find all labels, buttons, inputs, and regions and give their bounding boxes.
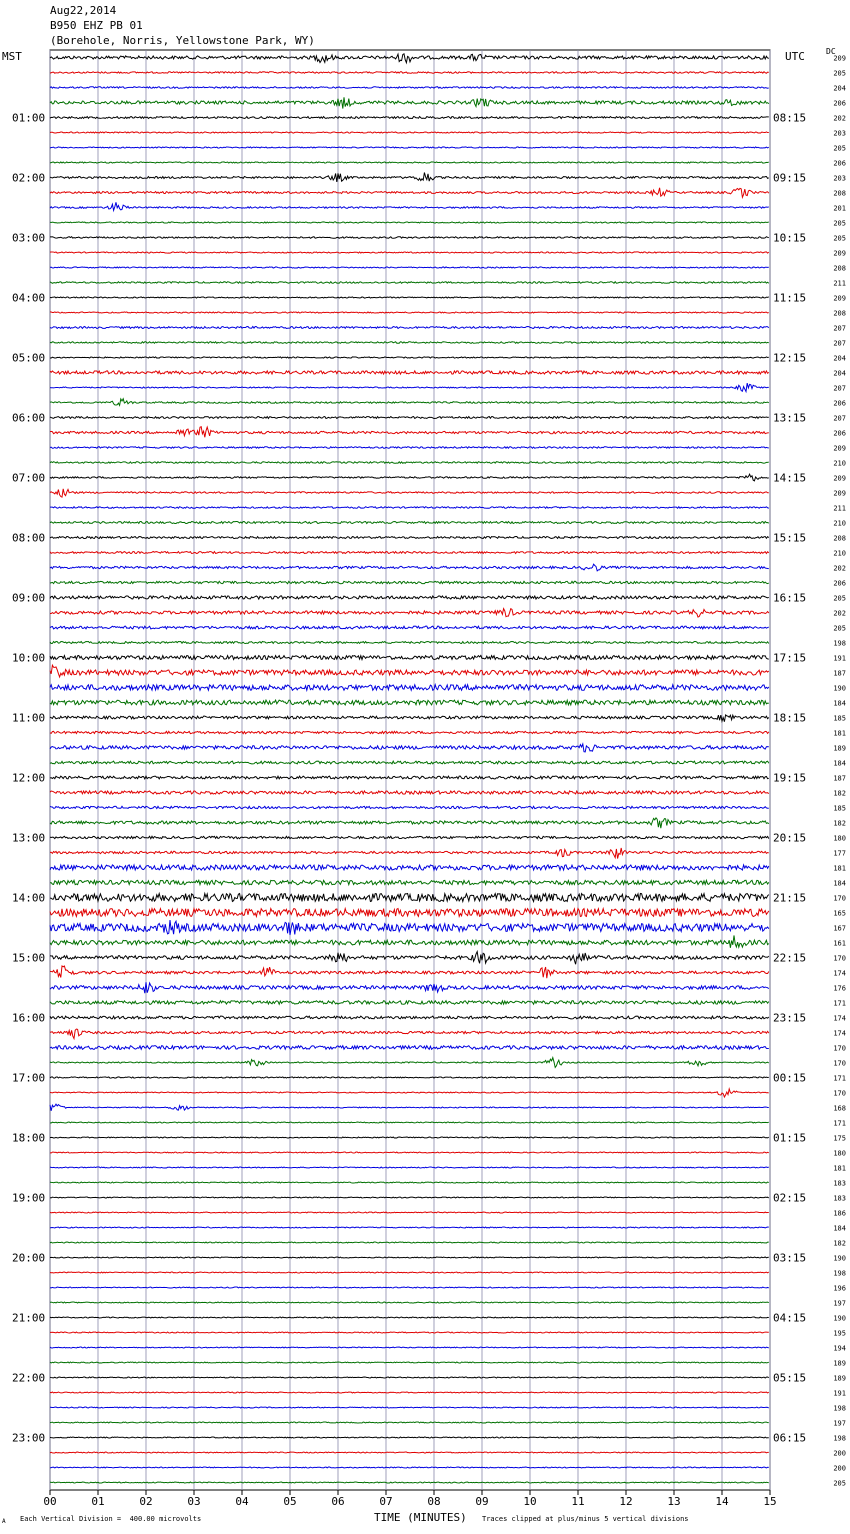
seismic-trace: [50, 72, 769, 74]
seismic-trace: [50, 656, 769, 660]
seismic-trace: [50, 1317, 769, 1318]
dc-value-label: 174: [833, 1014, 846, 1023]
dc-value-label: 184: [833, 879, 846, 888]
seismic-trace: [50, 609, 769, 617]
left-hour-label: 12:00: [12, 771, 46, 785]
seismic-trace: [50, 188, 769, 198]
dc-value-label: 184: [833, 1224, 846, 1233]
dc-value-label: 196: [833, 1284, 846, 1293]
seismic-trace: [50, 297, 769, 298]
dc-value-label: 198: [833, 1434, 846, 1443]
dc-value-label: 205: [833, 234, 846, 243]
seismic-trace: [50, 982, 769, 993]
seismic-trace: [50, 935, 769, 947]
dc-value-label: 190: [833, 1314, 846, 1323]
dc-value-label: 202: [833, 114, 846, 123]
dc-value-label: 182: [833, 1239, 846, 1248]
seismic-trace: [50, 836, 769, 838]
dc-value-label: 205: [833, 69, 846, 78]
seismic-trace: [50, 312, 769, 313]
seismic-trace: [50, 1197, 769, 1198]
seismic-trace: [50, 715, 769, 722]
seismic-trace: [50, 966, 769, 978]
dc-value-label: 208: [833, 534, 846, 543]
x-tick-label: 11: [571, 1495, 585, 1508]
dc-value-label: 205: [833, 624, 846, 633]
dc-value-label: 198: [833, 639, 846, 648]
left-hour-label: 04:00: [12, 291, 46, 305]
seismic-trace: [50, 685, 769, 691]
dc-value-label: 207: [833, 384, 846, 393]
dc-value-label: 207: [833, 324, 846, 333]
seismic-trace: [50, 447, 769, 449]
station-location: (Borehole, Norris, Yellowstone Park, WY): [50, 34, 315, 47]
left-hour-label: 02:00: [12, 171, 46, 185]
dc-value-label: 209: [833, 54, 846, 63]
seismic-trace: [50, 489, 769, 497]
seismic-trace: [50, 626, 769, 629]
x-tick-label: 04: [235, 1495, 249, 1508]
dc-value-label: 203: [833, 174, 846, 183]
dc-value-label: 189: [833, 744, 846, 753]
seismic-trace: [50, 1422, 769, 1423]
dc-value-label: 200: [833, 1449, 846, 1458]
dc-value-label: 210: [833, 519, 846, 528]
seismic-trace: [50, 54, 769, 63]
seismic-trace: [50, 1227, 769, 1228]
seismic-trace: [50, 776, 769, 779]
dc-value-label: 207: [833, 339, 846, 348]
right-hour-label: 11:15: [773, 291, 807, 305]
dc-value-label: 191: [833, 654, 846, 663]
left-hour-label: 06:00: [12, 411, 46, 425]
dc-value-label: 206: [833, 99, 846, 108]
right-hour-label: 19:15: [773, 771, 807, 785]
right-hour-label: 04:15: [773, 1311, 807, 1325]
seismic-trace: [50, 417, 769, 419]
dc-value-label: 208: [833, 264, 846, 273]
seismic-trace: [50, 952, 769, 965]
dc-value-label: 198: [833, 1404, 846, 1413]
plot-frame: [50, 50, 770, 1490]
right-hour-label: 10:15: [773, 231, 807, 245]
seismic-trace: [50, 1392, 769, 1393]
left-hour-label: 23:00: [12, 1431, 46, 1445]
dc-value-label: 204: [833, 354, 846, 363]
seismic-trace: [50, 462, 769, 464]
left-hour-label: 07:00: [12, 471, 46, 485]
right-hour-label: 13:15: [773, 411, 807, 425]
right-hour-label: 22:15: [773, 951, 807, 965]
right-hour-label: 17:15: [773, 651, 807, 665]
dc-value-label: 168: [833, 1104, 846, 1113]
right-hour-label: 14:15: [773, 471, 807, 485]
seismic-trace: [50, 173, 769, 182]
dc-value-label: 184: [833, 759, 846, 768]
seismic-trace: [50, 1287, 769, 1288]
seismic-trace: [50, 564, 769, 571]
left-hour-label: 09:00: [12, 591, 46, 605]
dc-value-label: 174: [833, 1029, 846, 1038]
x-tick-label: 02: [139, 1495, 153, 1508]
left-hour-label: 03:00: [12, 231, 46, 245]
seismic-trace: [50, 1377, 769, 1378]
dc-value-label: 180: [833, 1149, 846, 1158]
x-tick-label: 13: [667, 1495, 681, 1508]
dc-value-label: 185: [833, 714, 846, 723]
seismic-trace: [50, 848, 769, 859]
seismic-trace: [50, 581, 769, 583]
left-hour-label: 13:00: [12, 831, 46, 845]
dc-value-label: 200: [833, 1464, 846, 1473]
left-hour-label: 01:00: [12, 111, 46, 125]
seismic-trace: [50, 731, 769, 733]
dc-value-label: 170: [833, 894, 846, 903]
seismic-trace: [50, 162, 769, 163]
seismic-trace: [50, 371, 769, 374]
seismic-trace: [50, 522, 769, 524]
left-hour-label: 17:00: [12, 1071, 46, 1085]
dc-value-label: 183: [833, 1179, 846, 1188]
seismic-trace: [50, 202, 769, 210]
seismic-trace: [50, 761, 769, 764]
trace-group: [50, 54, 769, 1483]
x-tick-label: 00: [43, 1495, 57, 1508]
dc-value-label: 209: [833, 294, 846, 303]
seismic-trace: [50, 552, 769, 554]
dc-value-label: 180: [833, 834, 846, 843]
dc-value-label: 205: [833, 219, 846, 228]
dc-value-label: 167: [833, 924, 846, 933]
left-hour-label: 15:00: [12, 951, 46, 965]
dc-value-label: 194: [833, 1344, 846, 1353]
x-tick-label: 05: [283, 1495, 297, 1508]
dc-value-label: 175: [833, 1134, 846, 1143]
seismic-trace: [50, 894, 769, 902]
x-tick-label: 01: [91, 1495, 105, 1508]
seismic-trace: [50, 1362, 769, 1363]
dc-value-label: 206: [833, 399, 846, 408]
right-hour-label: 15:15: [773, 531, 807, 545]
dc-value-label: 186: [833, 1209, 846, 1218]
seismic-trace: [50, 474, 769, 481]
seismic-trace: [50, 806, 769, 808]
x-tick-label: 07: [379, 1495, 393, 1508]
left-hour-label: 22:00: [12, 1371, 46, 1385]
seismic-trace: [50, 1437, 769, 1438]
left-hour-label: 16:00: [12, 1011, 46, 1025]
seismic-trace: [50, 1001, 769, 1005]
dc-value-label: 182: [833, 819, 846, 828]
seismic-trace: [50, 700, 769, 705]
dc-value-label: 209: [833, 474, 846, 483]
dc-value-label: 205: [833, 144, 846, 153]
right-hour-label: 23:15: [773, 1011, 807, 1025]
seismic-trace: [50, 1152, 769, 1153]
seismic-trace: [50, 1272, 769, 1273]
dc-value-label: 183: [833, 1194, 846, 1203]
x-tick-label: 06: [331, 1495, 345, 1508]
seismic-trace: [50, 147, 769, 148]
dc-value-label: 170: [833, 954, 846, 963]
scale-note: Each Vertical Division = 400.00 microvolts: [20, 1515, 202, 1523]
dc-value-label: 204: [833, 84, 846, 93]
right-hour-label: 00:15: [773, 1071, 807, 1085]
dc-value-label: 210: [833, 549, 846, 558]
seismic-trace: [50, 665, 769, 677]
seismic-trace: [50, 1257, 769, 1258]
dc-value-label: 197: [833, 1299, 846, 1308]
seismic-trace: [50, 1058, 769, 1068]
dc-value-label: 211: [833, 279, 846, 288]
right-hour-label: 05:15: [773, 1371, 807, 1385]
left-hour-label: 20:00: [12, 1251, 46, 1265]
dc-value-label: 185: [833, 804, 846, 813]
right-hour-label: 06:15: [773, 1431, 807, 1445]
dc-value-label: 190: [833, 1254, 846, 1263]
left-hour-label: 08:00: [12, 531, 46, 545]
right-hour-label: 01:15: [773, 1131, 807, 1145]
minute-grid: [50, 50, 770, 1495]
seismic-trace: [50, 1407, 769, 1408]
dc-value-label: 204: [833, 369, 846, 378]
seismic-trace: [50, 1167, 769, 1168]
plot-date: Aug22,2014: [50, 4, 117, 17]
seismic-trace: [50, 1029, 769, 1039]
left-hour-label: 05:00: [12, 351, 46, 365]
seismic-trace: [50, 117, 769, 119]
dc-value-label: 207: [833, 414, 846, 423]
dc-value-label: 176: [833, 984, 846, 993]
clip-note: Traces clipped at plus/minus 5 vertical divisions: [482, 1515, 689, 1523]
dc-value-label: 208: [833, 189, 846, 198]
x-tick-label: 12: [619, 1495, 633, 1508]
seismic-trace: [50, 1467, 769, 1468]
dc-value-label: 177: [833, 849, 846, 858]
dc-value-label: 203: [833, 129, 846, 138]
seismic-trace: [50, 1242, 769, 1243]
dc-value-label: 202: [833, 609, 846, 618]
left-timezone-label: MST: [2, 50, 22, 63]
left-hour-label: 14:00: [12, 891, 46, 905]
station-code: B950 EHZ PB 01: [50, 19, 143, 32]
dc-value-label: 181: [833, 864, 846, 873]
dc-value-label: 187: [833, 774, 846, 783]
seismic-trace: [50, 920, 769, 935]
dc-value-label: 209: [833, 489, 846, 498]
seismic-trace: [50, 282, 769, 284]
dc-value-label: 187: [833, 669, 846, 678]
x-tick-label: 14: [715, 1495, 729, 1508]
dc-value-label: 181: [833, 729, 846, 738]
seismic-trace: [50, 237, 769, 239]
right-hour-label: 03:15: [773, 1251, 807, 1265]
seismic-trace: [50, 744, 769, 752]
dc-value-label: 197: [833, 1419, 846, 1428]
dc-value-label: 174: [833, 969, 846, 978]
seismic-trace: [50, 909, 769, 917]
left-hour-label: 10:00: [12, 651, 46, 665]
seismic-trace: [50, 327, 769, 329]
seismic-trace: [50, 1016, 769, 1019]
dc-value-label: 191: [833, 1389, 846, 1398]
seismic-trace: [50, 1077, 769, 1078]
right-hour-label: 21:15: [773, 891, 807, 905]
left-hour-label: 11:00: [12, 711, 46, 725]
dc-value-label: 206: [833, 429, 846, 438]
seismic-trace: [50, 537, 769, 539]
dc-value-label: 198: [833, 1269, 846, 1278]
dc-value-label: 206: [833, 159, 846, 168]
left-hour-label: 18:00: [12, 1131, 46, 1145]
dc-value-label: 165: [833, 909, 846, 918]
right-hour-label: 02:15: [773, 1191, 807, 1205]
seismic-trace: [50, 342, 769, 344]
dc-value-label: 171: [833, 1119, 846, 1128]
dc-value-label: 181: [833, 1164, 846, 1173]
right-hour-label: 08:15: [773, 111, 807, 125]
seismic-trace: [50, 1302, 769, 1303]
dc-value-label: 170: [833, 1044, 846, 1053]
right-hour-label: 18:15: [773, 711, 807, 725]
x-tick-label: 09: [475, 1495, 489, 1508]
dc-value-label: 171: [833, 999, 846, 1008]
seismic-trace: [50, 357, 769, 358]
dc-value-label: 205: [833, 594, 846, 603]
right-timezone-label: UTC: [785, 50, 805, 63]
seismic-trace: [50, 97, 769, 108]
seismic-trace: [50, 1137, 769, 1138]
dc-value-label: 209: [833, 444, 846, 453]
dc-value-label: 206: [833, 579, 846, 588]
dc-value-label: 189: [833, 1374, 846, 1383]
x-axis-label: TIME (MINUTES): [374, 1511, 467, 1524]
dc-value-label: 184: [833, 699, 846, 708]
seismic-trace: [50, 1332, 769, 1333]
seismic-trace: [50, 880, 769, 884]
dc-value-label: 190: [833, 684, 846, 693]
x-tick-label: 10: [523, 1495, 537, 1508]
axis-labels: [12, 55, 846, 1509]
footer-mark: A: [2, 1518, 6, 1525]
dc-value-label: 161: [833, 939, 846, 948]
seismic-trace: [50, 791, 769, 794]
seismic-trace: [50, 132, 769, 133]
dc-value-label: 171: [833, 1074, 846, 1083]
right-hour-label: 12:15: [773, 351, 807, 365]
dc-value-label: 189: [833, 1359, 846, 1368]
seismic-trace: [50, 383, 769, 391]
dc-value-label: 170: [833, 1089, 846, 1098]
dc-column-label: DC: [826, 47, 836, 56]
x-tick-label: 03: [187, 1495, 201, 1508]
dc-value-label: 170: [833, 1059, 846, 1068]
seismic-trace: [50, 222, 769, 223]
seismic-trace: [50, 1122, 769, 1123]
seismic-trace: [50, 427, 769, 438]
seismic-trace: [50, 642, 769, 644]
seismic-trace: [50, 1482, 769, 1483]
seismic-trace: [50, 596, 769, 599]
seismic-trace: [50, 1212, 769, 1213]
seismic-trace: [50, 1089, 769, 1097]
dc-value-label: 201: [833, 204, 846, 213]
dc-value-label: 209: [833, 249, 846, 258]
dc-value-label: 208: [833, 309, 846, 318]
right-hour-label: 16:15: [773, 591, 807, 605]
dc-value-label: 182: [833, 789, 846, 798]
dc-value-label: 210: [833, 459, 846, 468]
right-hour-label: 20:15: [773, 831, 807, 845]
left-hour-label: 19:00: [12, 1191, 46, 1205]
seismic-trace: [50, 865, 769, 870]
seismic-trace: [50, 507, 769, 509]
dc-value-label: 211: [833, 504, 846, 513]
seismic-trace: [50, 1046, 769, 1050]
seismic-trace: [50, 1104, 769, 1111]
dc-value-label: 195: [833, 1329, 846, 1338]
x-tick-label: 15: [763, 1495, 777, 1508]
seismic-trace: [50, 1452, 769, 1453]
right-hour-label: 09:15: [773, 171, 807, 185]
seismic-trace: [50, 399, 769, 406]
left-hour-label: 21:00: [12, 1311, 46, 1325]
seismic-trace: [50, 1182, 769, 1183]
seismic-trace: [50, 267, 769, 268]
dc-value-label: 205: [833, 1479, 846, 1488]
seismic-trace: [50, 818, 769, 828]
x-tick-label: 08: [427, 1495, 441, 1508]
seismic-trace: [50, 252, 769, 253]
dc-value-label: 202: [833, 564, 846, 573]
seismic-trace: [50, 87, 769, 89]
seismic-trace: [50, 1347, 769, 1348]
